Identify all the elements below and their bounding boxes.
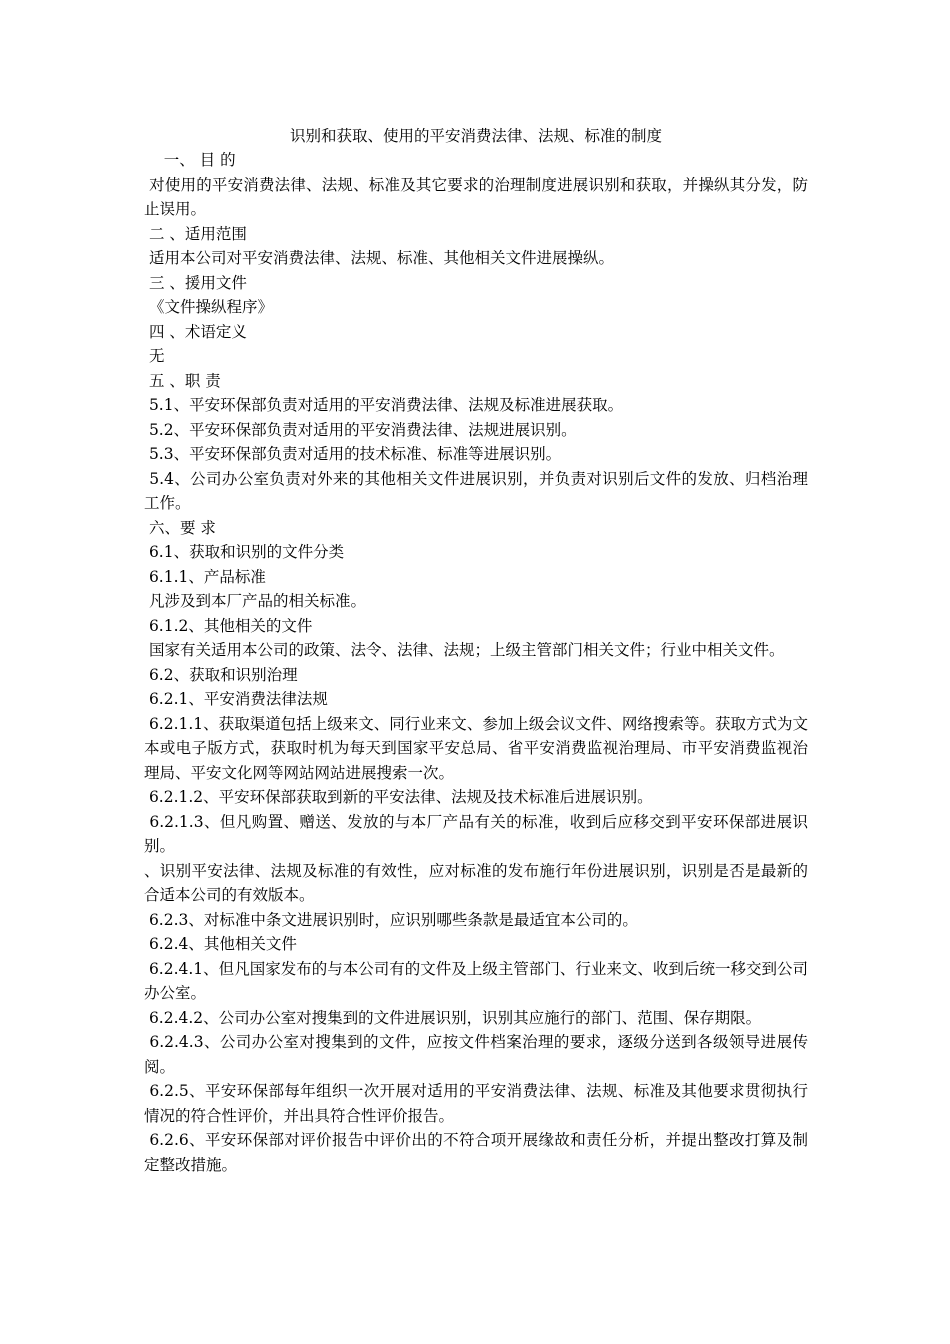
document-paragraph: 6.2.1.1、获取渠道包括上级来文、同行业来文、参加上级会议文件、网络搜索等。获取方式为文本或电子版方式，获取时机为每天到国家平安总局、省平安消费监视治理局、市平安消费监视治理局、平安文化网等网站网站进展搜索一次。 (144, 714, 808, 782)
document-paragraph: 无 (144, 347, 165, 365)
document-paragraph: 二 、适用范围 (144, 224, 247, 243)
document-paragraph: 5.1、平安环保部负责对适用的平安消费法律、法规及标准进展获取。 (144, 396, 624, 414)
document-paragraph: 适用本公司对平安消费法律、法规、标准、其他相关文件进展操纵。 (144, 249, 614, 267)
document-paragraph: 6.2.3、对标准中条文进展识别时，应识别哪些条款是最适宜本公司的。 (144, 910, 638, 929)
document-paragraph: 5.2、平安环保部负责对适用的平安消费法律、法规进展识别。 (144, 420, 577, 439)
document-body (144, 148, 808, 1177)
document-paragraph: 国家有关适用本公司的政策、法令、法律、法规；上级主管部门相关文件；行业中相关文件。 (144, 641, 785, 659)
document-paragraph: 6.2.1、平安消费法律法规 (144, 690, 328, 708)
document-paragraph: 6.2.4.3、公司办公室对搜集到的文件，应按文件档案治理的要求，逐级分送到各级领导进展传阅。 (144, 1033, 808, 1076)
document-paragraph: 五 、职 责 (144, 371, 221, 390)
document-paragraph: 凡涉及到本厂产品的相关标准。 (144, 592, 366, 610)
document-paragraph: 6.2.1.3、但凡购置、赠送、发放的与本厂产品有关的标准，收到后应移交到平安环保部进展识别。 (144, 812, 808, 855)
document-page (144, 124, 808, 1177)
document-paragraph: 6.2.4、其他相关文件 (144, 935, 297, 953)
document-paragraph: 6.1.1、产品标准 (144, 567, 266, 586)
document-paragraph: 6.2.6、平安环保部对评价报告中评价出的不符合项开展缘故和责任分析，并提出整改打算及制定整改措施。 (144, 1131, 808, 1174)
document-paragraph: 6.2、获取和识别治理 (144, 665, 298, 684)
document-paragraph: 一、 目 的 (144, 151, 236, 169)
document-paragraph: 六、要 求 (144, 518, 216, 537)
document-paragraph: 6.2.1.2、平安环保部获取到新的平安法律、法规及技术标准后进展识别。 (144, 788, 653, 806)
document-paragraph: 《文件操纵程序》 (144, 298, 273, 316)
document-paragraph: 6.1、获取和识别的文件分类 (144, 543, 345, 561)
document-paragraph: 三 、援用文件 (144, 273, 247, 292)
document-paragraph: 四 、术语定义 (144, 322, 247, 341)
document-paragraph: 对使用的平安消费法律、法规、标准及其它要求的治理制度进展识别和获取，并操纵其分发，防止误用。 (144, 175, 808, 218)
document-paragraph: 6.2.4.2、公司办公室对搜集到的文件进展识别，识别其应施行的部门、范围、保存期限。 (144, 1008, 762, 1027)
document-paragraph: 6.2.5、平安环保部每年组织一次开展对适用的平安消费法律、法规、标准及其他要求贯彻执行情况的符合性评价，并出具符合性评价报告。 (144, 1082, 808, 1125)
document-paragraph: 、识别平安法律、法规及标准的有效性，应对标准的发布施行年份进展识别，识别是否是最新的合适本公司的有效版本。 (144, 861, 808, 904)
document-paragraph: 5.3、平安环保部负责对适用的技术标准、标准等进展识别。 (144, 445, 562, 463)
document-title: 识别和获取、使用的平安消费法律、法规、标准的制度 (289, 127, 662, 145)
document-paragraph: 5.4、公司办公室负责对外来的其他相关文件进展识别，并负责对识别后文件的发放、归档治理工作。 (144, 469, 808, 512)
document-paragraph: 6.1.2、其他相关的文件 (144, 616, 313, 635)
document-paragraph: 6.2.4.1、但凡国家发布的与本公司有的文件及上级主管部门、行业来文、收到后统一移交到公司办公室。 (144, 959, 808, 1002)
